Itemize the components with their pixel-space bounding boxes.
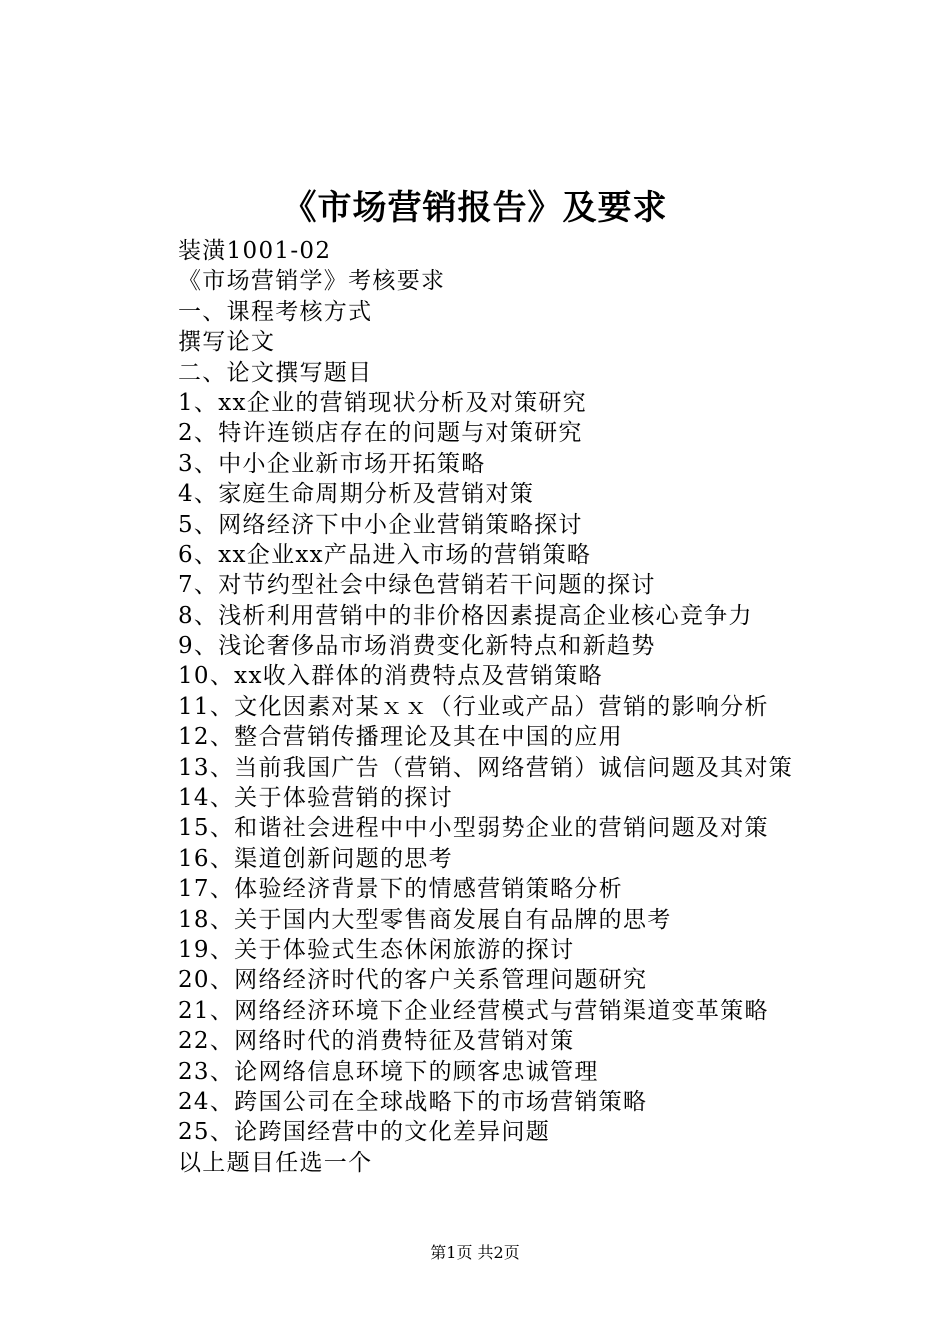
document-body (178, 236, 878, 1178)
body-line: 15、和谐社会进程中中小型弱势企业的营销问题及对策 (178, 815, 769, 842)
body-line: 8、浅析利用营销中的非价格因素提高企业核心竞争力 (178, 602, 753, 629)
page-number-footer: 第1页 共2页 (430, 1243, 520, 1262)
body-line: 19、关于体验式生态休闲旅游的探讨 (178, 936, 575, 963)
body-line: 9、浅论奢侈品市场消费变化新特点和新趋势 (178, 633, 656, 660)
body-line: 3、中小企业新市场开拓策略 (178, 450, 486, 477)
body-line: 1、xx企业的营销现状分析及对策研究 (178, 389, 587, 416)
body-line: 12、整合营销传播理论及其在中国的应用 (178, 724, 623, 751)
body-line: 20、网络经济时代的客户关系管理问题研究 (178, 967, 648, 994)
body-line: 5、网络经济下中小企业营销策略探讨 (178, 511, 583, 538)
body-line: 23、论网络信息环境下的顾客忠诚管理 (178, 1058, 599, 1085)
body-line: 《市场营销学》考核要求 (178, 268, 446, 295)
body-line: 14、关于体验营销的探讨 (178, 785, 453, 812)
body-line: 21、网络经济环境下企业经营模式与营销渠道变革策略 (178, 997, 769, 1024)
body-line: 16、渠道创新问题的思考 (178, 845, 453, 872)
body-line: 装潢1001-02 (178, 238, 332, 264)
body-line: 24、跨国公司在全球战略下的市场营销策略 (178, 1088, 648, 1115)
body-line: 17、体验经济背景下的情感营销策略分析 (178, 876, 623, 903)
body-line: 18、关于国内大型零售商发展自有品牌的思考 (178, 906, 672, 933)
body-line: 7、对节约型社会中绿色营销若干问题的探讨 (178, 572, 656, 599)
body-line: 二、论文撰写题目 (178, 359, 373, 386)
body-line: 22、网络时代的消费特征及营销对策 (178, 1028, 575, 1055)
body-line: 10、xx收入群体的消费特点及营销策略 (178, 663, 603, 690)
body-line: 2、特许连锁店存在的问题与对策研究 (178, 420, 583, 447)
body-line: 13、当前我国广告（营销、网络营销）诚信问题及其对策 (178, 754, 794, 781)
body-line: 11、文化因素对某ｘｘ（行业或产品）营销的影响分析 (178, 693, 769, 720)
body-line: 6、xx企业xx产品进入市场的营销策略 (178, 541, 592, 568)
body-line: 25、论跨国经营中的文化差异问题 (178, 1119, 551, 1146)
body-line: 4、家庭生命周期分析及营销对策 (178, 481, 535, 508)
body-line: 一、课程考核方式 (178, 298, 373, 325)
body-line: 以上题目任选一个 (178, 1149, 373, 1176)
body-line: 撰写论文 (178, 329, 276, 356)
document-title: 《市场营销报告》及要求 (282, 188, 668, 228)
